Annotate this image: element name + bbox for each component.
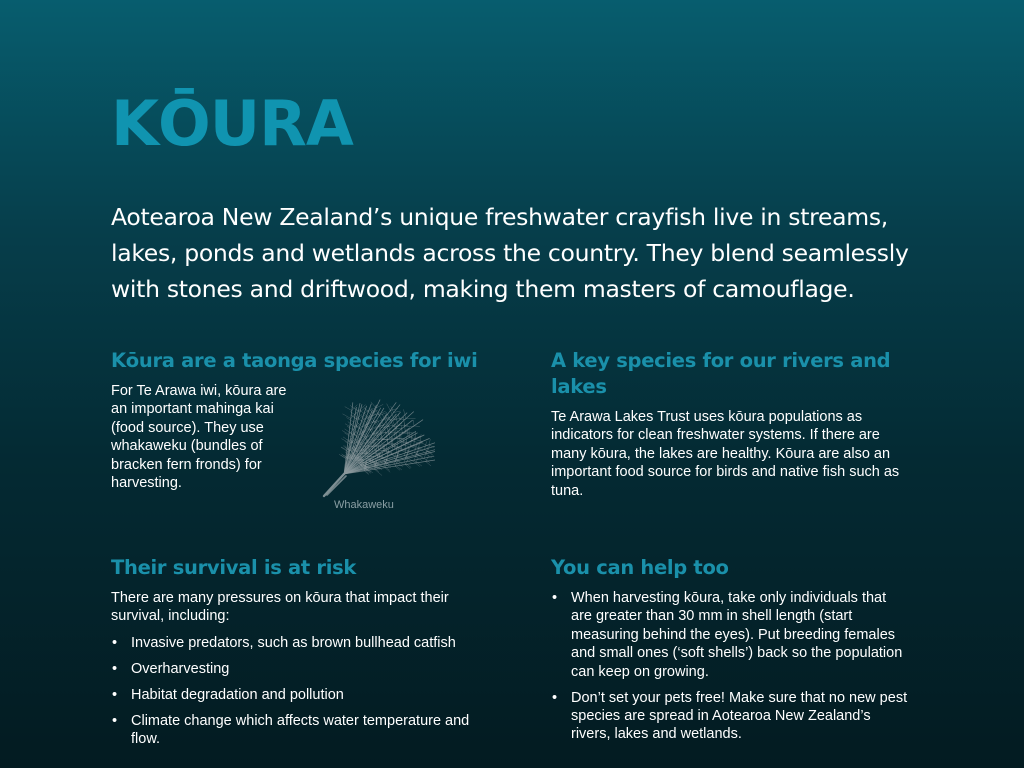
list-item-text: Climate change which affects water temperature and flow. xyxy=(131,712,470,748)
list-item-text: When harvesting kōura, take only individuals that are greater than 30 mm in shell length (start measuring behind the eyes). Put breeding females and small ones (‘soft shells’) back so the population can keep on growing. xyxy=(571,590,903,680)
list-item xyxy=(111,634,477,652)
section-heading: You can help too xyxy=(551,556,729,579)
pressures-list xyxy=(111,634,511,749)
section-key-species xyxy=(551,348,951,500)
list-item-text: Invasive predators, such as brown bullhead catfish xyxy=(131,634,456,651)
list-item-text: Overharvesting xyxy=(131,660,230,677)
intro-paragraph: Aotearoa New Zealand’s unique freshwater crayfish live in streams, lakes, ponds and wetlands across the country. They blend seamlessly with stones and driftwood, making them masters of camouflage. xyxy=(111,203,909,303)
list-item xyxy=(111,686,477,704)
bullet-icon: • xyxy=(112,634,118,651)
list-item xyxy=(111,712,477,749)
bullet-icon: • xyxy=(112,712,118,729)
section-body: For Te Arawa iwi, kōura are an important mahinga kai (food source). They use whakaweku (bundles of bracken fern fronds) for harvesting. xyxy=(111,383,287,492)
bullet-icon: • xyxy=(552,590,558,606)
list-item xyxy=(111,660,477,678)
section-help-too xyxy=(551,555,951,751)
bullet-icon: • xyxy=(112,660,118,677)
bullet-icon: • xyxy=(552,689,558,706)
bullet-icon: • xyxy=(112,686,118,703)
list-item-text: Don’t set your pets free! Make sure that no new pest species are spread in Aotearoa New Zealand’s rivers, lakes and wetlands. xyxy=(571,689,908,743)
section-heading: A key species for our rivers and lakes xyxy=(551,349,891,398)
list-item xyxy=(551,589,911,681)
help-list xyxy=(551,589,951,744)
list-item xyxy=(551,689,911,744)
page-title: KŌURA xyxy=(111,87,353,160)
section-body: There are many pressures on kōura that impact their survival, including: xyxy=(111,590,449,625)
whakaweku-illustration xyxy=(310,388,435,500)
section-body: Te Arawa Lakes Trust uses kōura populations as indicators for clean freshwater systems. If there are many kōura, the lakes are healthy. Kōura are also an important food source for birds and native fish such as tuna. xyxy=(551,409,900,499)
section-heading: Their survival is at risk xyxy=(111,556,357,579)
section-survival-risk xyxy=(111,555,511,756)
section-heading: Kōura are a taonga species for iwi xyxy=(111,349,478,372)
figure-caption: Whakaweku xyxy=(334,499,394,511)
list-item-text: Habitat degradation and pollution xyxy=(131,686,344,703)
